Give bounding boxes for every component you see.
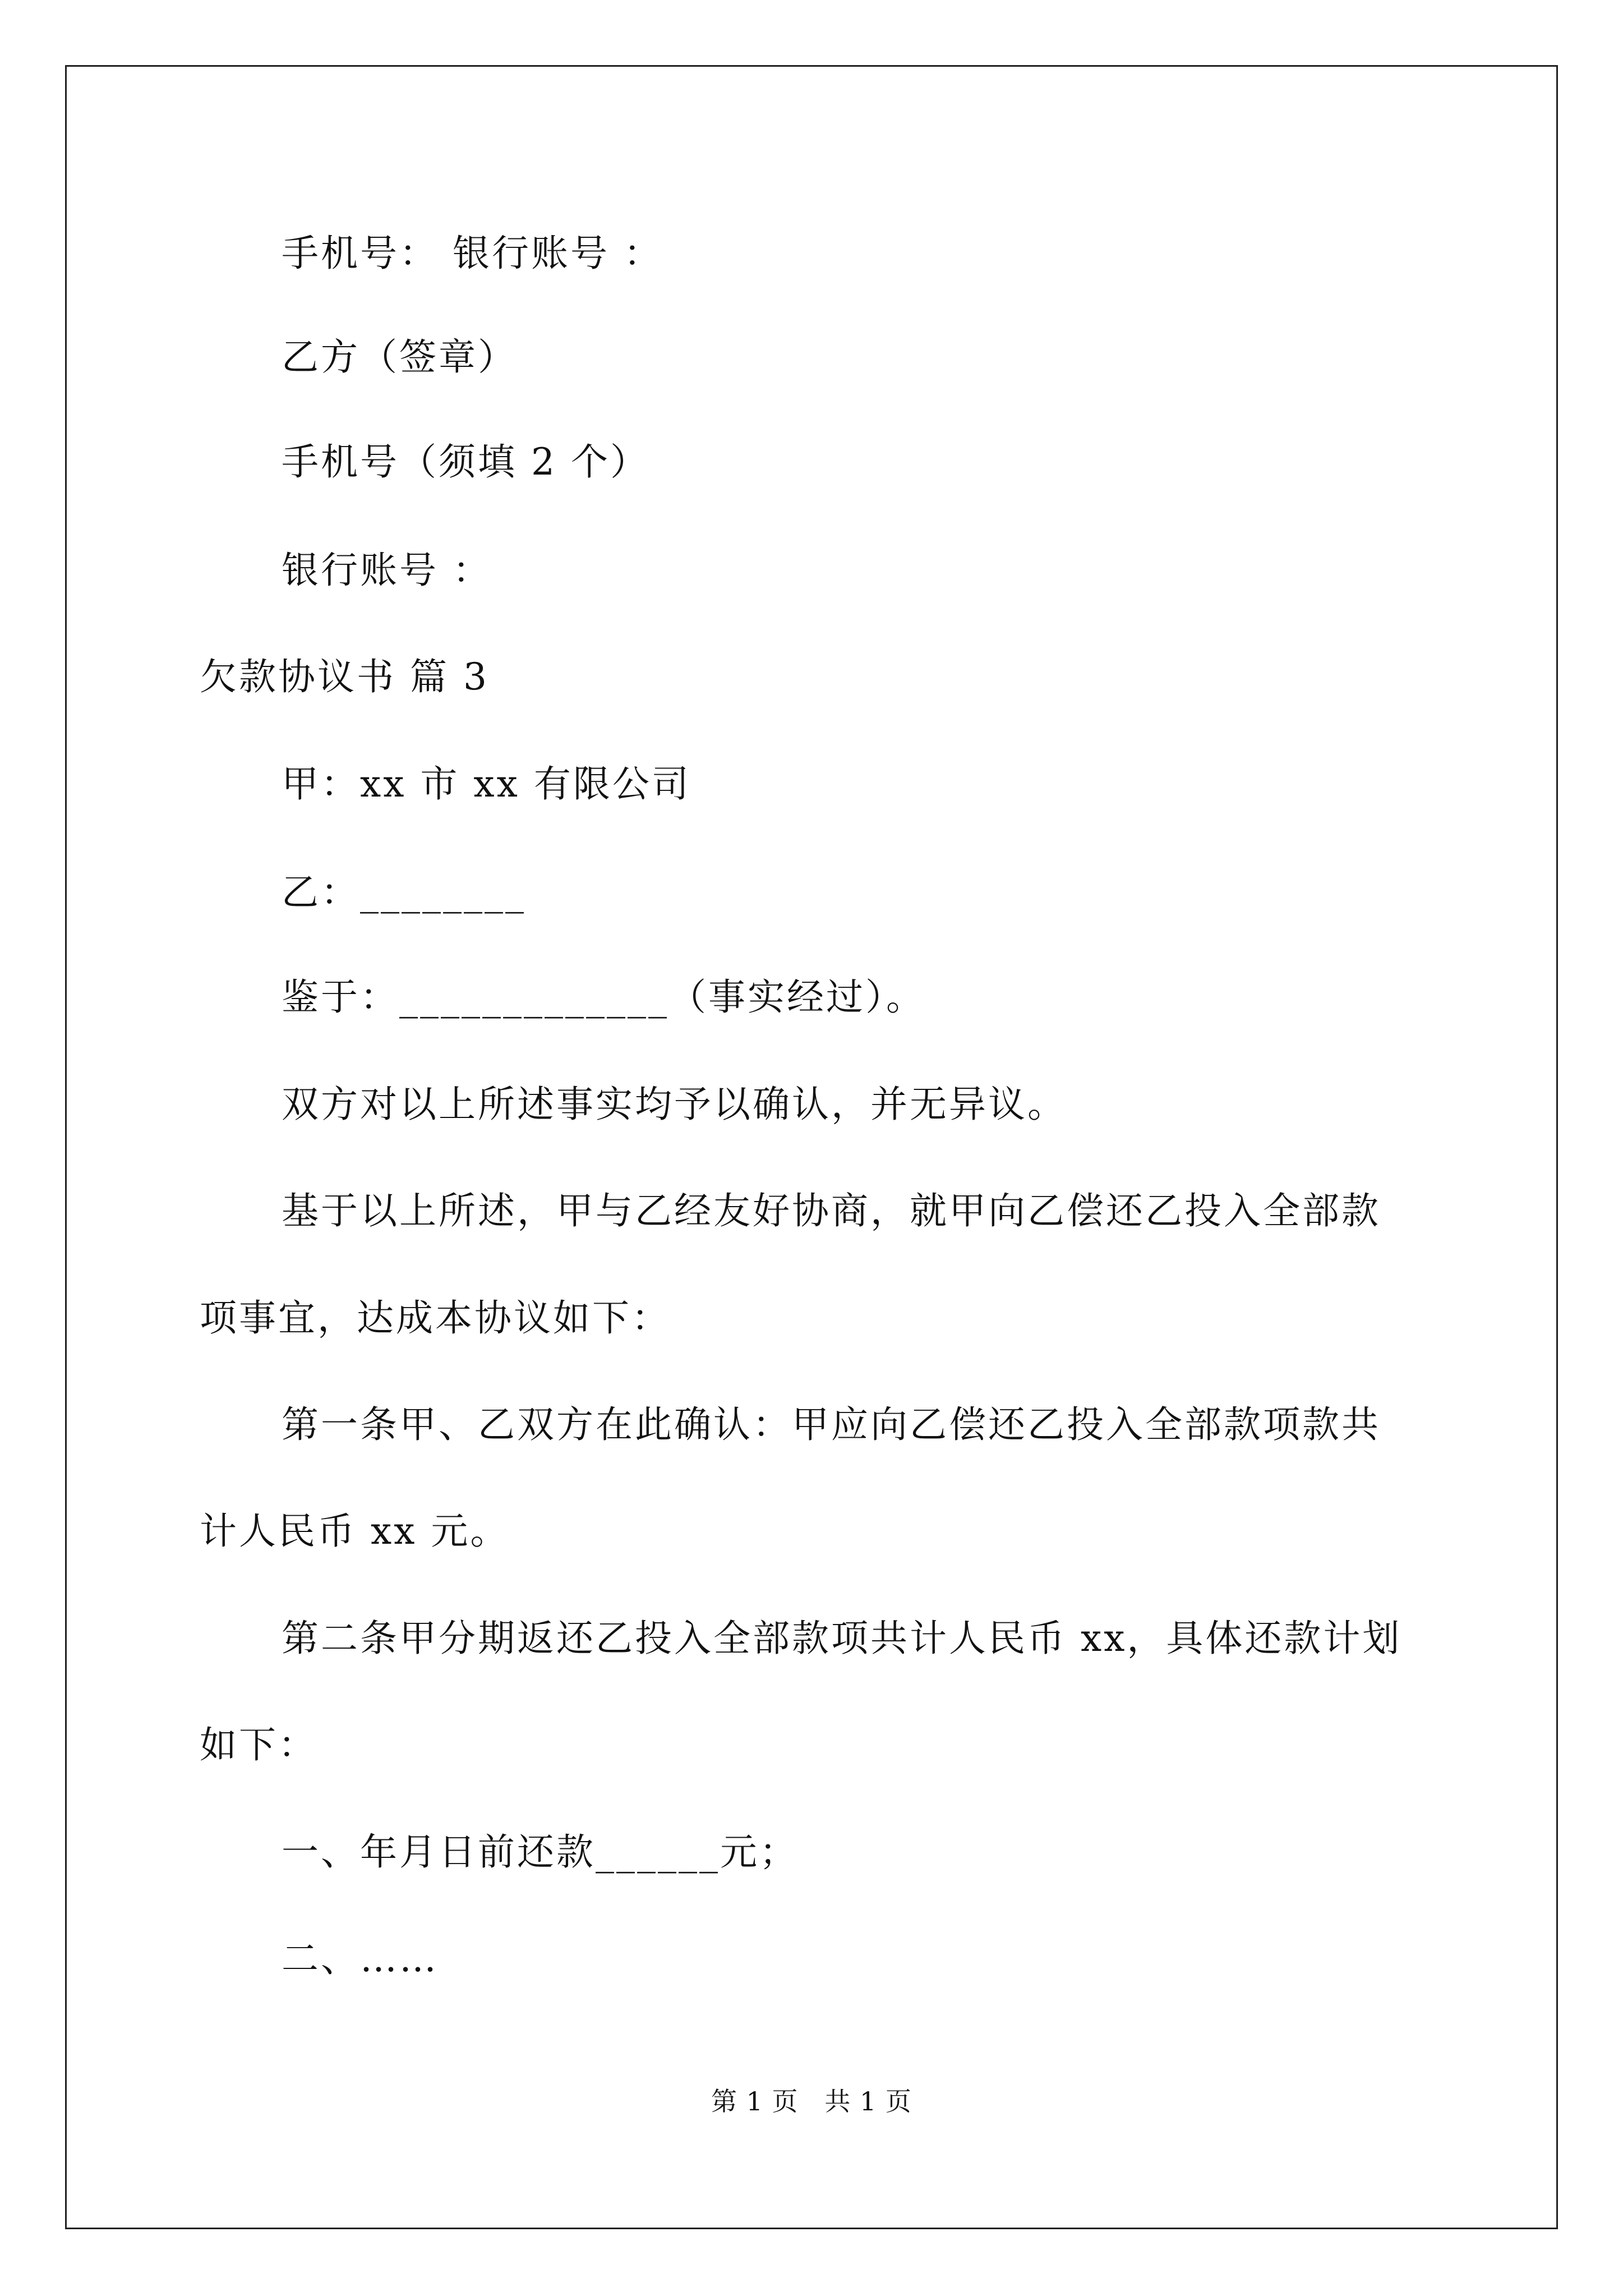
- article-one-line-2: 计人民币 xx 元。: [200, 1510, 510, 1553]
- phone-required-line: 手机号（须填 2 个）: [282, 440, 649, 484]
- confirmation-paragraph: 双方对以上所述事实均予以确认，并无异议。: [282, 1083, 1067, 1126]
- article-two-line-2: 如下：: [200, 1723, 317, 1766]
- party-b-signature-line: 乙方（签章）: [282, 335, 517, 379]
- party-b-line: 乙：________: [282, 871, 526, 914]
- article-one-line-1: 第一条甲、乙双方在此确认：甲应向乙偿还乙投入全部款项款共: [282, 1403, 1381, 1446]
- section-heading: 欠款协议书 篇 3: [200, 655, 489, 698]
- whereas-line: 鉴于：_____________（事实经过）。: [282, 976, 925, 1019]
- phone-and-bank-account-line: 手机号： 银行账号 ：: [282, 232, 663, 275]
- installment-item-one: 一、年月日前还款______元；: [282, 1830, 799, 1874]
- page-border: [65, 65, 1558, 2229]
- article-two-line-1: 第二条甲分期返还乙投入全部款项共计人民币 xx，具体还款计划: [282, 1617, 1402, 1660]
- installment-item-two: 二、……: [282, 1937, 439, 1980]
- bank-account-line: 银行账号 ：: [282, 549, 492, 592]
- agreement-paragraph-line-2: 项事宜，达成本协议如下：: [200, 1296, 671, 1340]
- page-number-footer: 第 1 页 共 1 页: [711, 2086, 912, 2116]
- agreement-paragraph-line-1: 基于以上所述，甲与乙经友好协商，就甲向乙偿还乙投入全部款: [282, 1189, 1381, 1232]
- party-a-line: 甲：xx 市 xx 有限公司: [282, 762, 691, 806]
